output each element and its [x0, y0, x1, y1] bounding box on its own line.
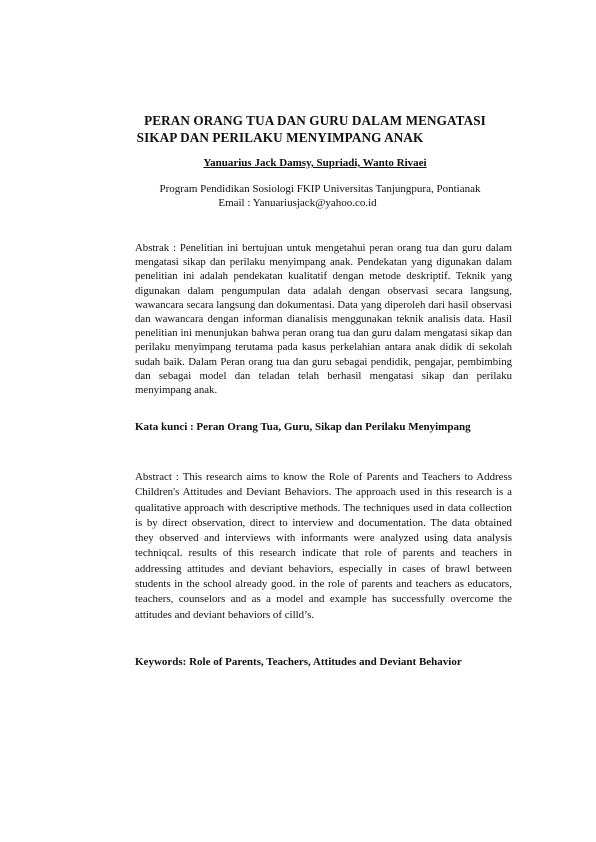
abstract-english: Abstract : This research aims to know the Role of Parents and Teachers to Address Children's Attitudes and Deviant Behaviors. The approach used in this research is a qualitative approach with descriptive methods. The techniques used in data collection is by direct observation, direct to interview and documentation. The data obtained they observed and interviews with informants were analyzed using data analysis techniqcal. results of this research indicate that role of parents and teachers in addressing attitudes and deviant behaviors, especially in cases of brawl between students in the school already good. in the role of parents and teachers as educators, teachers, counselors and as a model and example has successfully overcome the attitudes and deviant behaviors of cilld’s. — [135, 471, 512, 621]
affiliation — [110, 182, 530, 210]
affiliation-email: Email : Yanuariusjack@yahoo.co.id — [218, 197, 377, 209]
title-line-1: PERAN ORANG TUA DAN GURU DALAM MENGATASI — [144, 113, 486, 128]
abstract-indonesian: Abstrak : Penelitian ini bertujuan untuk mengetahui peran orang tua dan guru dalam mengatasi sikap dan perilaku menyimpang anak. Pendekatan yang digunakan dalam penelitian ini adalah pendekatan kualitatif dengan metode deskriptif. Teknik yang digunakan dalam pengumpulan data adalah dengan observasi secara langsung, wawancara secara langsung dan dokumentasi. Data yang diperoleh dari hasil observasi dan wawancara dengan informan dianalisis menggunakan teknik analisis data. Hasil penelitian ini menunjukan bahwa peran orang tua dan guru dalam mengatasi sikap dan perilaku menyimpang terutama pada kasus perkelahian antara anak didik di sekolah sudah baik. Dalam Peran orang tua dan guru sebagai pendidik, pengajar, pembimbing dan sebagai model dan teladan telah berhasil mengatasi sikap dan perilaku menyimpang anak. — [135, 242, 512, 397]
paper-title — [100, 112, 530, 146]
keywords-indonesian: Kata kunci : Peran Orang Tua, Guru, Sikap dan Perilaku Menyimpang — [135, 421, 471, 433]
affiliation-line-1: Program Pendidikan Sosiologi FKIP Universitas Tanjungpura, Pontianak — [159, 183, 481, 195]
title-line-2: SIKAP DAN PERILAKU MENYIMPANG ANAK — [136, 130, 424, 145]
keywords-english: Keywords: Role of Parents, Teachers, Attitudes and Deviant Behavior — [135, 656, 462, 668]
author-list: Yanuarius Jack Damsy, Supriadi, Wanto Rivaei — [203, 157, 427, 169]
